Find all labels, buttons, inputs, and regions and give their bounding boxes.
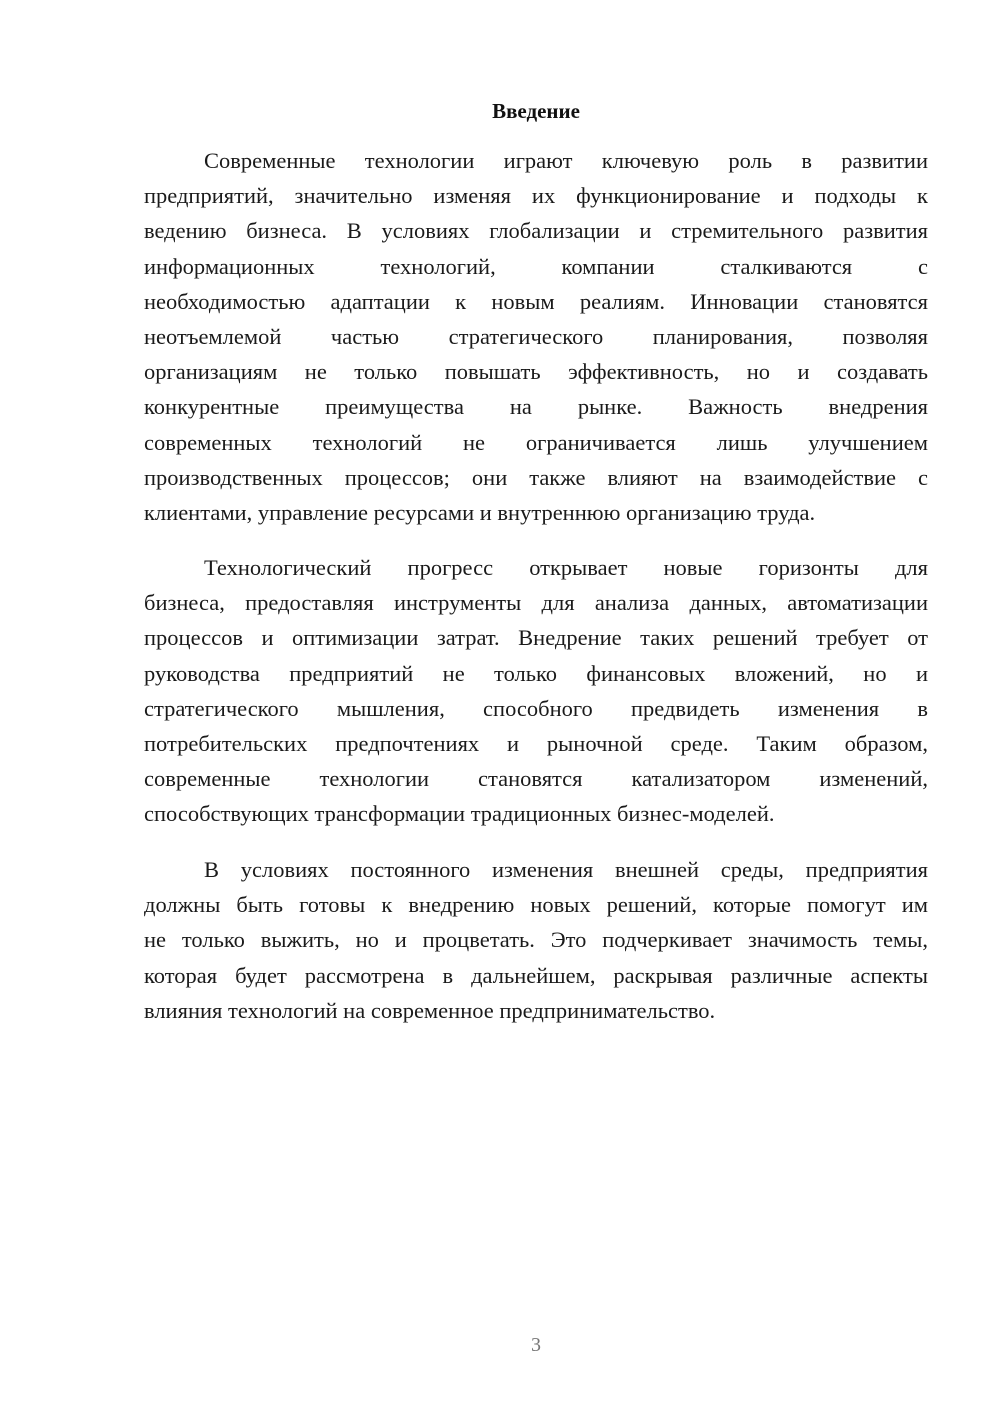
text-line: организациям не только повышать эффективность, но и создавать	[144, 359, 928, 385]
section-title: Введение	[492, 99, 580, 123]
text-line: ведению бизнеса. В условиях глобализации и стремительного развития	[144, 218, 928, 244]
text-line: Технологический прогресс открывает новые горизонты для	[204, 555, 928, 580]
text-line: процессов и оптимизации затрат. Внедрение таких решений требует от	[144, 625, 928, 651]
text-line: руководства предприятий не только финансовых вложений, но и	[144, 660, 928, 686]
page-number: 3	[531, 1334, 541, 1356]
text-line: современных технологий не ограничивается лишь улучшением	[144, 429, 928, 455]
text-line: неотъемлемой частью стратегического планирования, позволяя	[144, 323, 928, 349]
text-line: современные технологии становятся катализатором изменений,	[144, 766, 928, 792]
paragraph-2	[144, 550, 928, 832]
text-line: информационных технологий, компании сталкиваются с	[144, 253, 928, 279]
paragraph-3	[144, 852, 928, 1028]
text-line: В условиях постоянного изменения внешней среды, предприятия	[204, 857, 928, 882]
text-line: влияния технологий на современное предпринимательство.	[144, 997, 716, 1023]
text-line: способствующих трансформации традиционных бизнес-моделей.	[144, 801, 775, 827]
text-line: потребительских предпочтениях и рыночной среде. Таким образом,	[144, 730, 928, 756]
text-line: должны быть готовы к внедрению новых решений, которые помогут им	[144, 892, 928, 918]
text-line: не только выжить, но и процветать. Это подчеркивает значимость темы,	[144, 927, 928, 953]
text-line: необходимостью адаптации к новым реалиям. Инновации становятся	[144, 288, 928, 314]
text-line: производственных процессов; они также влияют на взаимодействие с	[144, 464, 928, 490]
text-line: Современные технологии играют ключевую роль в развитии	[204, 148, 928, 173]
text-line: конкурентные преимущества на рынке. Важность внедрения	[144, 394, 928, 420]
text-line: которая будет рассмотрена в дальнейшем, раскрывая различные аспекты	[144, 962, 928, 988]
text-line: клиентами, управление ресурсами и внутреннюю организацию труда.	[144, 499, 816, 525]
text-line: стратегического мышления, способного предвидеть изменения в	[144, 695, 928, 721]
paragraph-1	[144, 143, 928, 530]
text-line: предприятий, значительно изменяя их функционирование и подходы к	[144, 183, 928, 209]
text-line: бизнеса, предоставляя инструменты для анализа данных, автоматизации	[144, 590, 928, 616]
